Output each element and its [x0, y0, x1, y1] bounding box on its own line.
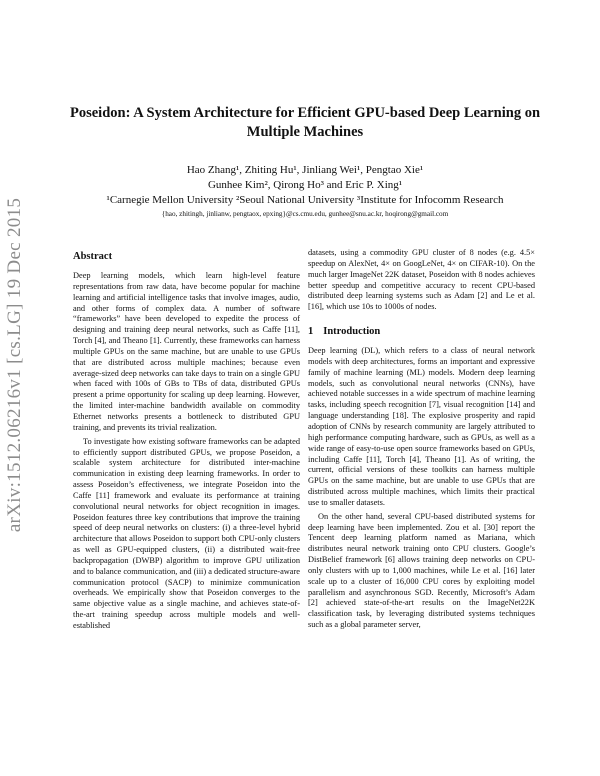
affiliations: ¹Carnegie Mellon University ²Seoul National University ³Institute for Infocomm Research	[106, 194, 504, 206]
left-column	[73, 248, 300, 632]
abstract-paragraph-3: datasets, using a commodity GPU cluster of 8 nodes (e.g. 4.5× speedup on AlexNet, 4× on GoogLeNet, 4× on CIFAR-10). On the much larger ImageNet 22K dataset, Poseidon with 8 nodes achieves better speedup and competitive accuracy to recent CPU-based distributed deep learning systems such as Adam [2] and Le et al. [16], which use 10s to 1000s of nodes.	[308, 248, 535, 312]
intro-paragraph-2: On the other hand, several CPU-based distributed systems for deep learning have been implemented. Zou et al. [30] report the Tencent deep learning platform named as Mariana, which distributes neural network training onto CPU clusters. Google’s DistBelief framework [6] allows training deep networks on CPU-only clusters with up to 1,000 machines, while Le et al. [16] later scale up to a cluster of 16,000 CPU cores by exploiting model parallelism and asynchronous SGD. Recently, Microsoft’s Adam [2] achieved state-of-the-art results on the ImageNet22K classification task, by leveraging distributed systems techniques such as a global parameter server,	[308, 511, 535, 630]
right-column	[308, 248, 535, 631]
author-block	[70, 163, 540, 220]
author-emails: {hao, zhitingh, jinlianw, pengtaox, epxing}@cs.cmu.edu, gunhee@snu.ac.kr, hoqirong@gmail.com	[161, 210, 449, 218]
author-line-2: Gunhee Kim², Qirong Ho³ and Eric P. Xing¹	[207, 179, 403, 191]
intro-paragraph-1: Deep learning (DL), which refers to a class of neural network models with deep architectures, forms an important and expressive family of machine learning (ML) models. Modern deep learning models, such as convolutional neural networks (CNNs), have achieved notable successes in a wide spectrum of machine learning tasks, including speech recognition [7], visual recognition [14] and language understanding [18]. The explosive prosperity and rapid adoption of CNNs by research community are largely attributed to high performance computing hardware, such as GPUs, as well as a wide range of easy-to-use open source frameworks based on GPUs, including Caffe [11], Torch [4], Theano [1]. As of writing, the current, official versions of these toolkits can harness multiple GPUs on the same machine, but are unable to use GPUs that are distributed across multiple machines, which limits their practical use to smaller datasets.	[308, 346, 535, 507]
paper-title: Poseidon: A System Architecture for Efficient GPU-based Deep Learning on Multiple Machines	[70, 105, 541, 140]
arxiv-stamp	[2, 130, 28, 600]
author-line-1: Hao Zhang¹, Zhiting Hu¹, Jinliang Wei¹, Pengtao Xie¹	[186, 164, 424, 176]
section-number: 1	[308, 326, 314, 338]
section-title: Introduction	[323, 326, 381, 338]
abstract-paragraph-2: To investigate how existing software frameworks can be adapted to efficiently support distributed GPUs, we propose Poseidon, a scalable system architecture for distributed inter-machine communication in existing deep learning frameworks. In order to assess Poseidon’s effectiveness, we integrate Poseidon into the Caffe [11] framework and evaluate its performance at training convolutional neural networks for object recognition in images. Poseidon features three key contributions that improve the training speed of deep neural networks on clusters: (i) a three-level hybrid architecture that allows Poseidon to support both CPU-only clusters as well as GPU-equipped clusters, (ii) a distributed wait-free backpropagation (DWBP) algorithm to improve GPU utilization and to balance communication, and (iii) a dedicated structure-aware communication protocol (SACP) to minimize communication overheads. We empirically show that Poseidon converges to the same objective value as a single machine, and achieves state-of-the-art training speedup across multiple models and well-established	[73, 436, 300, 630]
abstract-paragraph-1: Deep learning models, which learn high-level feature representations from raw data, have become popular for machine learning and artificial intelligence tasks that involve images, audio, and other forms of complex data. A number of software “frameworks” have been developed to expedite the process of designing and training deep neural networks, such as Caffe [11], Torch [4], and Theano [1]. Currently, these frameworks can harness multiple GPUs on the same machine, but are unable to use GPUs that are distributed across multiple machines; because even average-sized deep networks can take days to train on a single GPU when faced with 100s of GBs to TBs of data, distributed GPUs present a prime opportunity for scaling up deep learning. However, the limited inter-machine bandwidth available on commodity Ethernet networks presents a bottleneck to distributed GPU training, and prevents its trivial realization.	[73, 271, 300, 432]
section-heading-introduction	[308, 325, 535, 338]
abstract-heading: Abstract	[73, 251, 113, 262]
arxiv-stamp-text: arXiv:1512.06216v1 [cs.LG] 19 Dec 2015	[4, 197, 25, 533]
